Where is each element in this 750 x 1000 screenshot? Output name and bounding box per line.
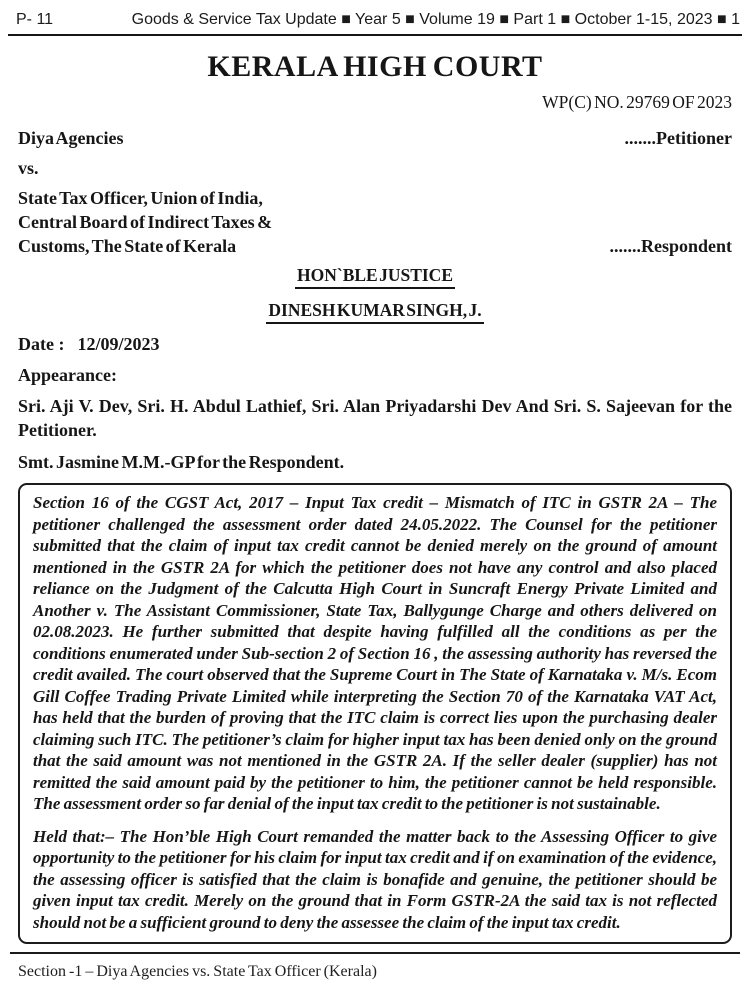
petitioner-row <box>18 127 732 149</box>
court-title: KERALA HIGH COURT <box>207 50 543 83</box>
page-footer <box>0 952 750 982</box>
petitioner-label: .......Petitioner <box>624 128 732 148</box>
journal-title-line: Goods & Service Tax Update ■ Year 5 ■ Volume 19 ■ Part 1 ■ October 1-15, 2023 ■ 1 <box>131 11 740 28</box>
bench-judge <box>0 299 750 324</box>
date-label: Date : <box>18 334 65 354</box>
respondent-name-line-3: Customs, The State of Kerala <box>18 236 237 256</box>
appearance-heading: Appearance: <box>18 365 117 385</box>
respondent-row <box>18 234 732 258</box>
headnote-paragraph-1: Section 16 of the CGST Act, 2017 – Input Tax credit – Mismatch of ITC in GSTR 2A – The petitioner challenged the assessment order dated 24.05.2022. The Counsel for the petitioner submitted that the claim of input tax credit cannot be denied merely on the ground of amount mentioned in the GSTR 2A for which the petitioner does not have any control and also placed reliance on the Judgment of the Calcutta High Court in Suncraft Energy Private Limited and Another v. The Assistant Commissioner, State Tax, Ballygunge Charge and others delivered on 02.08.2023. He further submitted that despite having fulfilled all the conditions as per the conditions enumerated under Sub-section 2 of Section 16 , the assessing authority has reversed the credit availed. The court observed that the Supreme Court in The State of Karnataka v. M/s. Ecom Gill Coffee Trading Private Limited while interpreting the Section 70 of the Karnataka VAT Act, has held that the burden of proving that the ITC claim is correct lies upon the purchasing dealer claiming such ITC. The petitioner’s claim for higher input tax has been denied only on the ground that the said amount was not mentioned in the GSTR 2A. If the seller dealer (supplier) has not remitted the said amount paid by the petitioner to him, the petitioner cannot be held responsible. The assessment order so far denial of the input tax credit to the petitioner is not sustainable. <box>33 493 717 813</box>
respondent-name-line-2: Central Board of Indirect Taxes & <box>18 212 273 232</box>
respondent-name-line-1: State Tax Officer, Union of India, <box>18 188 263 208</box>
bench-honorific-text: HON`BLE JUSTICE <box>295 264 455 289</box>
versus-label: vs. <box>18 158 39 178</box>
bench-judge-text: DINESH KUMAR SINGH, J. <box>266 299 483 324</box>
date-value: 12/09/2023 <box>77 334 160 354</box>
judgment-date-row <box>18 333 732 355</box>
journal-header <box>8 0 742 36</box>
headnote-paragraph-2: Held that:– The Hon’ble High Court remanded the matter back to the Assessing Officer to give opportunity to the petitioner for his claim for input tax credit and if on examination of the evidence, the assessing officer is satisfied that the claim is bonafide and genuine, the petitioner should be given input tax credit. Merely on the ground that in Form GSTR-2A the said tax is not reflected should not be a sufficient ground to deny the assessee the claim of the input tax credit. <box>33 826 717 932</box>
footer-divider <box>10 952 740 954</box>
headnote-box <box>18 483 732 944</box>
bench-honorific <box>0 264 750 289</box>
respondent-label: .......Respondent <box>609 236 732 256</box>
footer-citation: Section -1 – Diya Agencies vs. State Tax Officer (Kerala) <box>18 963 377 980</box>
case-number: WP(C) NO. 29769 OF 2023 <box>542 92 732 112</box>
petitioner-name: Diya Agencies <box>18 128 124 148</box>
respondent-counsel: Smt. Jasmine M.M.-GP for the Respondent. <box>18 452 345 472</box>
page-label: P- 11 <box>16 11 54 28</box>
petitioner-counsel: Sri. Aji V. Dev, Sri. H. Abdul Lathief, Sri. Alan Priyadarshi Dev And Sri. S. Sajeevan for the Petitioner. <box>18 396 732 440</box>
